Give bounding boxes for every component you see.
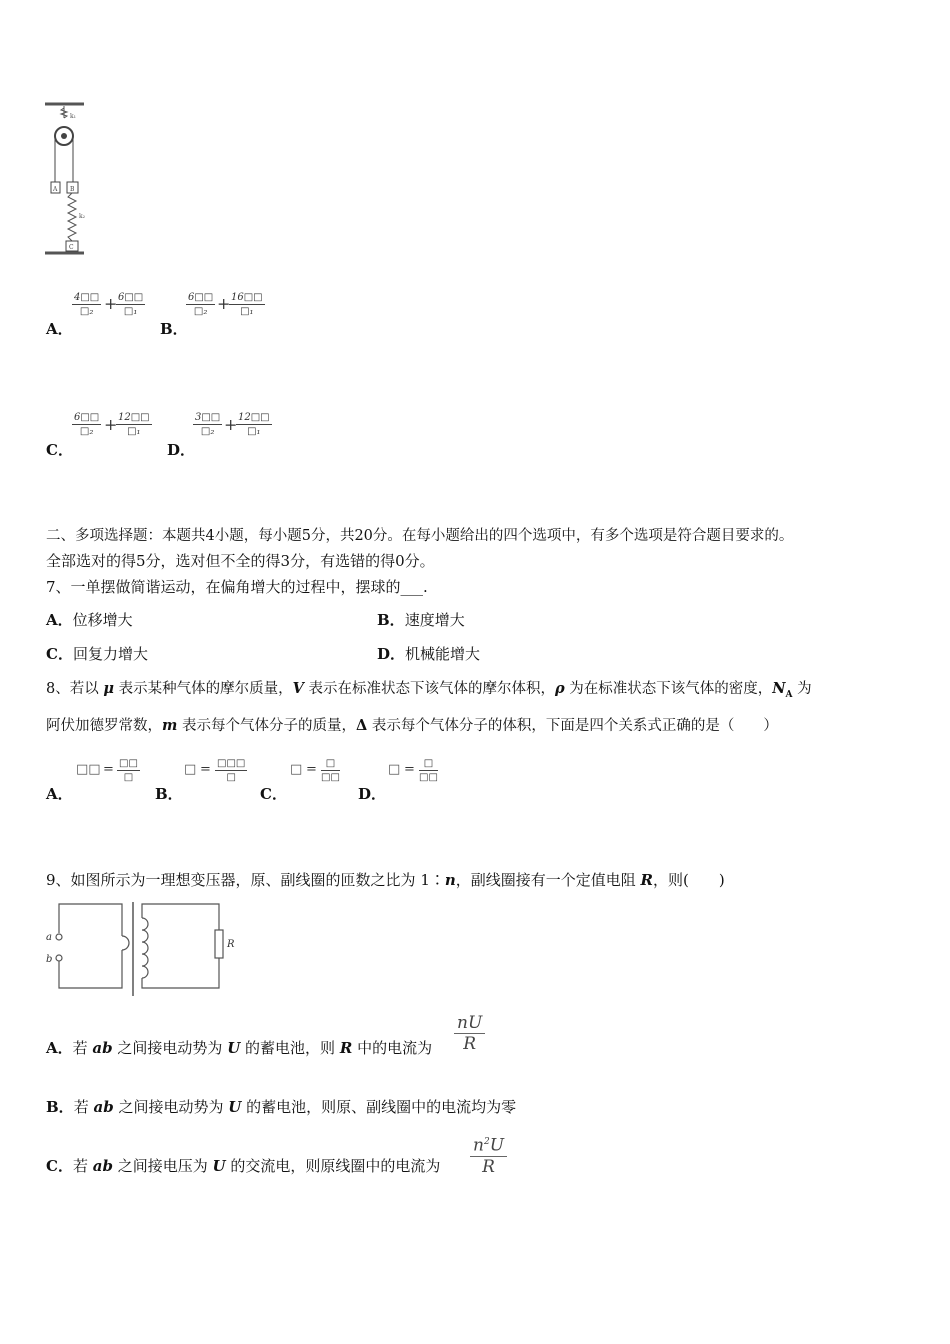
q8-option-a-label: A． [46, 785, 73, 803]
q8-b-lhs: □ [184, 762, 197, 777]
q6-option-d-label: D． [167, 441, 196, 459]
q8-d-lhs: □ [388, 762, 401, 777]
terminal-b [56, 955, 62, 961]
plus-sign: + [104, 294, 118, 313]
q8-d-eq: = [404, 762, 415, 777]
terminal-a [56, 934, 62, 940]
resistor [215, 930, 223, 958]
q7-option-c: C．回复力增大 [46, 645, 148, 663]
terminal-a-label: a [46, 932, 52, 943]
block-a-label: A [53, 186, 58, 193]
transformer-circuit-figure [44, 900, 244, 998]
q9-c-fraction: $n^2U$ R [470, 1132, 507, 1177]
q8-stem-line2: 阿伏加德罗常数，m 表示每个气体分子的质量，Δ 表示每个气体分子的体积，下面是四个关系式正确的是（ ） [46, 717, 778, 734]
q6-b-fraction-2: 16□□ □₁ [231, 292, 263, 317]
q9-option-a: A．若 ab 之间接电动势为 U 的蓄电池，则 R 中的电流为 [46, 1039, 433, 1057]
q7-stem: 7、一单摆做简谐运动，在偏角增大的过程中，摆球的___. [46, 578, 428, 596]
q8-c-eq: = [306, 762, 317, 777]
plus-sign: + [224, 415, 238, 434]
q6-option-b-label: B． [160, 320, 188, 338]
k1-label: k₁ [70, 113, 77, 120]
q6-option-a-label: A． [46, 320, 73, 338]
plus-sign: + [104, 415, 118, 434]
q8-a-fraction: □□ □ [119, 758, 138, 783]
q6-c-fraction-1: 6□□ □₂ [74, 412, 100, 437]
q8-option-d-label: D． [358, 785, 387, 803]
plus-sign: + [217, 294, 231, 313]
k2-label: k₂ [79, 213, 86, 220]
q9-a-fraction: nU R [454, 1013, 485, 1054]
q6-a-fraction-1: 4□□ □₂ [74, 292, 100, 317]
q8-option-b-label: B． [155, 785, 183, 803]
q8-a-eq: = [103, 762, 114, 777]
q8-c-lhs: □ [290, 762, 303, 777]
q7-option-a: A．位移增大 [46, 611, 133, 629]
q8-c-fraction: □ □□ [321, 758, 340, 783]
block-c-label: C [69, 244, 74, 251]
q8-option-c-label: C． [260, 785, 287, 803]
q8-d-fraction: □ □□ [419, 758, 438, 783]
q8-a-lhs: □□ [76, 762, 101, 777]
q8-stem-line1: 8、若以 μ 表示某种气体的摩尔质量，V 表示在标准状态下该气体的摩尔体积，ρ 为在标准状态下该气体的密度，$N_A$ 为 [46, 680, 812, 700]
q6-b-fraction-1: 6□□ □₂ [188, 292, 214, 317]
q9-option-b: B．若 ab 之间接电动势为 U 的蓄电池，则原、副线圈中的电流均为零 [46, 1098, 517, 1116]
section2-instructions-line1: 二、多项选择题：本题共4小题，每小题5分，共20分。在每小题给出的四个选项中，有多个选项是符合题目要求的。 [46, 528, 794, 544]
q8-b-fraction: □□□ □ [217, 758, 246, 783]
terminal-b-label: b [46, 954, 53, 965]
section2-instructions-line2: 全部选对的得5分，选对但不全的得3分，有选错的得0分。 [46, 552, 435, 570]
q8-b-eq: = [200, 762, 211, 777]
q6-d-fraction-1: 3□□ □₂ [195, 412, 221, 437]
spring-pulley-figure [40, 98, 100, 260]
q7-option-b: B．速度增大 [377, 611, 465, 629]
block-b-label: B [70, 186, 75, 193]
q6-option-c-label: C． [46, 441, 73, 459]
q7-option-d: D．机械能增大 [377, 645, 481, 663]
q6-c-fraction-2: 12□□ □₁ [118, 412, 150, 437]
q6-d-fraction-2: 12□□ □₁ [238, 412, 270, 437]
resistor-label: R [227, 939, 235, 950]
q6-a-fraction-2: 6□□ □₁ [118, 292, 144, 317]
q9-option-c: C．若 ab 之间接电压为 U 的交流电，则原线圈中的电流为 [46, 1157, 441, 1175]
q9-stem: 9、如图所示为一理想变压器，原、副线圈的匝数之比为 1∶n，副线圈接有一个定值电阻 R，则( ) [46, 871, 725, 889]
